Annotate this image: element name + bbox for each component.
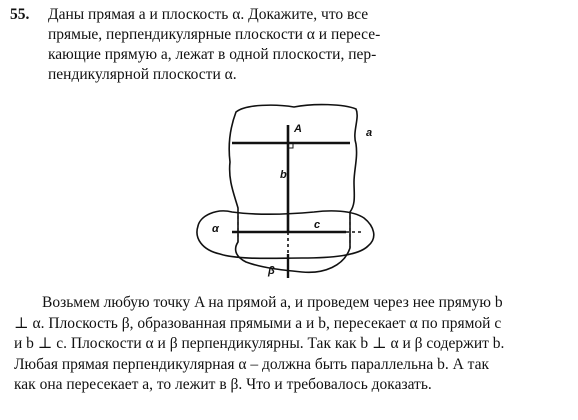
label-A: A — [294, 123, 302, 135]
problem-number: 55. — [10, 6, 30, 23]
label-a: a — [366, 127, 373, 139]
label-b: b — [280, 169, 287, 181]
geometry-figure — [184, 98, 394, 288]
problem-line-4: пендикулярной плоскости α. — [48, 66, 237, 83]
label-beta: β — [268, 265, 275, 277]
solution-line-2: ⊥ α. Плоскость β, образованная прямыми a и b, пересекает α по прямой c — [14, 314, 502, 332]
plane-alpha-outline — [197, 211, 374, 258]
solution-line-4: Любая прямая перпендикулярная α – должна быть параллельна b. А так — [14, 355, 490, 373]
solution-line-1: Возьмем любую точку A на прямой a, и проведем через нее прямую b — [42, 294, 503, 311]
problem-line-1: Даны прямая a и плоскость α. Докажите, что все — [48, 6, 369, 23]
label-alpha: α — [212, 223, 219, 235]
solution-line-3: и b ⊥ c. Плоскости α и β перпендикулярны. Так как b ⊥ α и β содержит b. — [14, 335, 505, 352]
figure-drawing — [184, 98, 394, 288]
label-c: c — [314, 219, 321, 231]
problem-line-2: прямые, перпендикулярные плоскости α и пересе- — [48, 26, 381, 43]
problem-line-3: кающие прямую a, лежат в одной плоскости, пер- — [48, 46, 377, 63]
solution-line-5: как она пересекает a, то лежит в β. Что и требовалось доказать. — [14, 376, 432, 393]
